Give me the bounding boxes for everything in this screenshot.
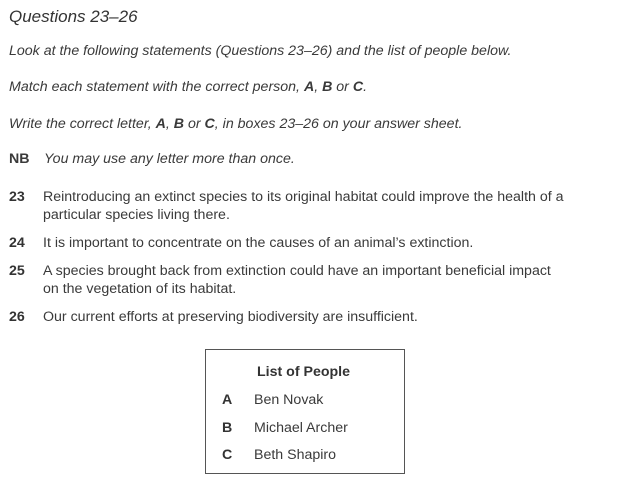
- question-text: Our current efforts at preserving biodiversity are insufficient.: [43, 309, 418, 325]
- people-list-title: List of People: [257, 364, 351, 380]
- letter-a: A: [303, 79, 315, 95]
- question-text: Reintroducing an extinct species to its original habitat could improve the health of a: [43, 189, 564, 205]
- instruction-3-sep: ,: [165, 116, 174, 132]
- letter-c: C: [204, 116, 215, 132]
- person-name: Beth Shapiro: [254, 447, 337, 463]
- instruction-line-2: [9, 79, 367, 95]
- instruction-line-1: Look at the following statements (Questions 23–26) and the list of people below.: [9, 43, 512, 59]
- question-text: It is important to concentrate on the causes of an animal’s extinction.: [43, 235, 474, 251]
- question-text: particular species living there.: [43, 207, 230, 223]
- nb-label: NB: [9, 151, 30, 167]
- person-letter: B: [222, 420, 233, 436]
- letter-b: B: [173, 116, 185, 132]
- letter-b: B: [322, 79, 333, 95]
- question-text: on the vegetation of its habitat.: [43, 281, 237, 297]
- section-heading: Questions 23–26: [9, 7, 138, 26]
- question-number: 24: [9, 235, 25, 251]
- letter-a: A: [155, 116, 166, 132]
- instruction-2-or: or: [332, 79, 353, 95]
- person-name: Michael Archer: [254, 420, 348, 436]
- instruction-2-end: .: [363, 79, 368, 95]
- nb-text: You may use any letter more than once.: [44, 151, 295, 167]
- letter-c: C: [352, 79, 364, 95]
- instruction-line-3: [9, 116, 462, 132]
- person-name: Ben Novak: [254, 392, 324, 408]
- question-number: 26: [9, 309, 25, 325]
- person-letter: A: [222, 392, 233, 408]
- question-text: A species brought back from extinction could have an important beneficial impact: [43, 263, 551, 279]
- question-number: 25: [9, 263, 25, 279]
- instruction-3-or: or: [184, 116, 205, 132]
- instruction-3-text: Write the correct letter,: [9, 116, 156, 132]
- person-letter: C: [222, 447, 233, 463]
- instruction-3-end: , in boxes 23–26 on your answer sheet.: [214, 116, 463, 132]
- instruction-2-sep: ,: [314, 79, 323, 95]
- question-number: 23: [9, 189, 25, 205]
- instruction-2-text: Match each statement with the correct person,: [9, 79, 304, 95]
